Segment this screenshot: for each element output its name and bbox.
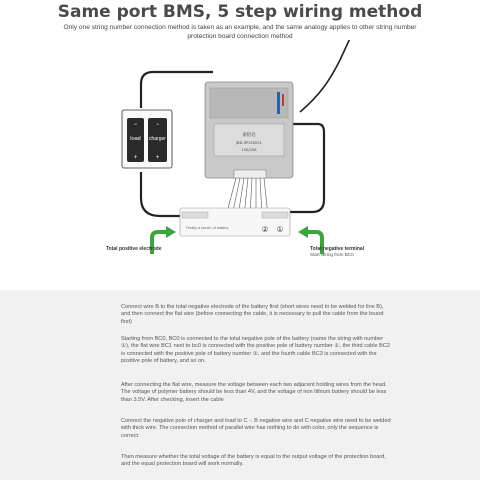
total-positive-label: Total positive electrode [106, 246, 162, 252]
instructions-panel [0, 290, 480, 480]
blue-wire [277, 92, 280, 114]
start-wiring-label: Start wiring from BC0 [310, 252, 354, 257]
red-wire [282, 94, 284, 106]
page-title: Same port BMS, 5 step wiring method [57, 2, 423, 22]
battery-terminal-right [262, 212, 288, 218]
total-negative-label: Total negative terminal [310, 246, 365, 252]
instruction-4: Connect the negative pole of charger and load to C -. B negative wire and C negative wire need to be welded with thick wire. The connection method of parallel wire has nothing to do with color, only the sequence is correct. [121, 418, 391, 439]
charger-label: charger [149, 136, 166, 142]
svg-text:15S/20A: 15S/20A [241, 148, 257, 152]
instruction-5: Then measure whether the total voltage of the battery is equal to the output voltage of the protection board, and the equal protection board will work normally. [121, 454, 386, 468]
load-label: load [130, 136, 141, 142]
page-subtitle: Only one string number connection method is taken as an example, and the same analogy applies to other string number protection board connection method [63, 24, 417, 40]
instruction-1: Connect wire B to the total negative electrode of the battery first (short wires need to be welded for line B), and then connect the flat wire (before connecting the cable, it is necessary to pull the cable from the board first) [121, 304, 384, 325]
marker-1: ① [276, 225, 284, 234]
bms-connector [234, 170, 266, 178]
load-plus: + [133, 155, 138, 161]
instruction-2: Starting from BC0, BC0 is connected to the total negative pole of the battery (name the string with number ①), the flat wire BC1 next to bc0 is connected with the positive pole of battery number ①, the third cable BC2 is connected with the positive pole of battery number ②, and the fourth cable BC3 is connected with the positive pole of battery, and so on. [121, 336, 391, 364]
charger-plus: + [155, 155, 160, 161]
battery-terminal-left [182, 212, 208, 218]
sense-wire [300, 40, 352, 112]
instruction-3: After connecting the flat wire, measure the voltage between each two adjacent holding wires from the head. The voltage of polymer battery should be less than 4V, and the voltage of iron lithium battery should be less than 3.5V. After checking, insert the cable [121, 382, 387, 403]
charger-minus: − [155, 122, 160, 128]
marker-2: ② [261, 225, 269, 234]
battery-note: Finally a bunch of battery [186, 226, 229, 230]
svg-text:JBD-SP15S001: JBD-SP15S001 [236, 141, 262, 145]
bms-label-text: 嘉佰达 [242, 133, 256, 138]
wiring-diagram [0, 40, 480, 290]
load-minus: − [133, 122, 138, 128]
bms-heatsink [210, 88, 288, 118]
